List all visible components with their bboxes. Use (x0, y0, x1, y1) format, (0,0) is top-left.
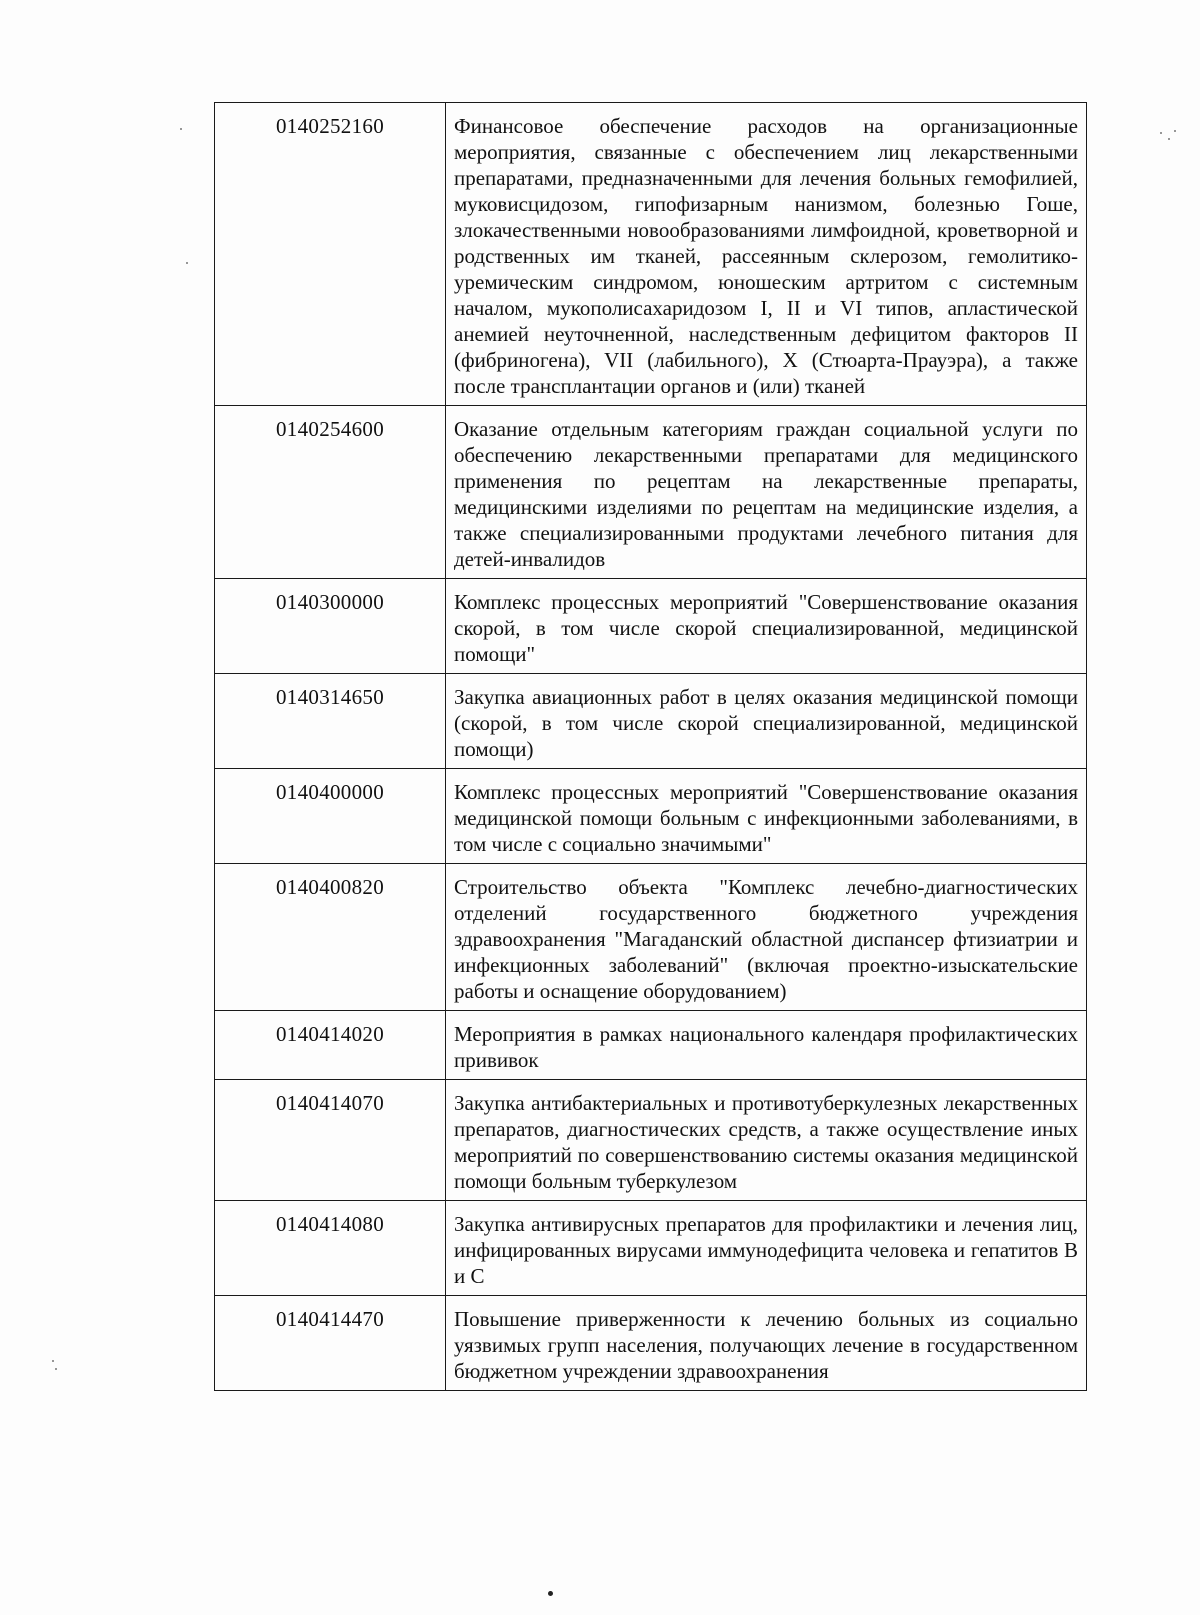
row-code: 0140414020 (215, 1011, 446, 1080)
row-description: Оказание отдельным категориям граждан социальной услуги по обеспечению лекарственными препаратами для медицинского применения по рецептам на лекарственные препараты, медицинскими изделиями по рецептам на медицинские изделия, а также специализированными продуктами лечебного питания для детей-инвалидов (446, 406, 1087, 579)
row-code: 0140252160 (215, 103, 446, 406)
row-code: 0140300000 (215, 579, 446, 674)
table-row (215, 1080, 1087, 1201)
scan-speck (186, 262, 188, 264)
scan-speck (1174, 130, 1176, 132)
row-code: 0140414470 (215, 1296, 446, 1391)
page-mark (548, 1591, 553, 1596)
row-description: Повышение приверженности к лечению больных из социально уязвимых групп населения, получающих лечение в государственном бюджетном учреждении здравоохранения (446, 1296, 1087, 1391)
row-description: Закупка антивирусных препаратов для профилактики и лечения лиц, инфицированных вирусами иммунодефицита человека и гепатитов B и C (446, 1201, 1087, 1296)
scan-speck (1168, 138, 1170, 140)
table-row (215, 1296, 1087, 1391)
row-description: Финансовое обеспечение расходов на организационные мероприятия, связанные с обеспечением лиц лекарственными препаратами, предназначенными для лечения больных гемофилией, муковисцидозом, гипофизарным нанизмом, болезнью Гоше, злокачественными новообразованиями лимфоидной, кроветворной и родственных им тканей, рассеянным склерозом, гемолитико-уремическим синдромом, юношеским артритом с системным началом, мукополисахаридозом I, II и VI типов, апластической анемией неуточненной, наследственным дефицитом факторов II (фибриногена), VII (лабильного), X (Стюарта-Прауэра), а также после трансплантации органов и (или) тканей (446, 103, 1087, 406)
row-code: 0140400820 (215, 864, 446, 1011)
row-code: 0140254600 (215, 406, 446, 579)
scan-speck (180, 128, 182, 130)
table-row (215, 103, 1087, 406)
row-code: 0140414070 (215, 1080, 446, 1201)
table-row (215, 1201, 1087, 1296)
row-description: Закупка антибактериальных и противотуберкулезных лекарственных препаратов, диагностических средств, а также осуществление иных мероприятий по совершенствованию системы оказания медицинской помощи больным туберкулезом (446, 1080, 1087, 1201)
table-row (215, 579, 1087, 674)
scan-speck (55, 1368, 57, 1370)
scan-speck (52, 1360, 54, 1362)
table-row (215, 406, 1087, 579)
row-description: Мероприятия в рамках национального календаря профилактических прививок (446, 1011, 1087, 1080)
table-row (215, 1011, 1087, 1080)
row-description: Закупка авиационных работ в целях оказания медицинской помощи (скорой, в том числе скорой специализированной, медицинской помощи) (446, 674, 1087, 769)
row-code: 0140414080 (215, 1201, 446, 1296)
row-code: 0140314650 (215, 674, 446, 769)
row-description: Строительство объекта "Комплекс лечебно-диагностических отделений государственного бюджетного учреждения здравоохранения "Магаданский областной диспансер фтизиатрии и инфекционных заболеваний" (включая проектно-изыскательские работы и оснащение оборудованием) (446, 864, 1087, 1011)
row-description: Комплекс процессных мероприятий "Совершенствование оказания медицинской помощи больным с инфекционными заболеваниями, в том числе с социально значимыми" (446, 769, 1087, 864)
table-body (215, 103, 1087, 1391)
classification-table (214, 102, 1087, 1391)
table-row (215, 674, 1087, 769)
table-row (215, 769, 1087, 864)
row-description: Комплекс процессных мероприятий "Совершенствование оказания скорой, в том числе скорой специализированной, медицинской помощи" (446, 579, 1087, 674)
table-row (215, 864, 1087, 1011)
scan-speck (1160, 132, 1162, 134)
row-code: 0140400000 (215, 769, 446, 864)
